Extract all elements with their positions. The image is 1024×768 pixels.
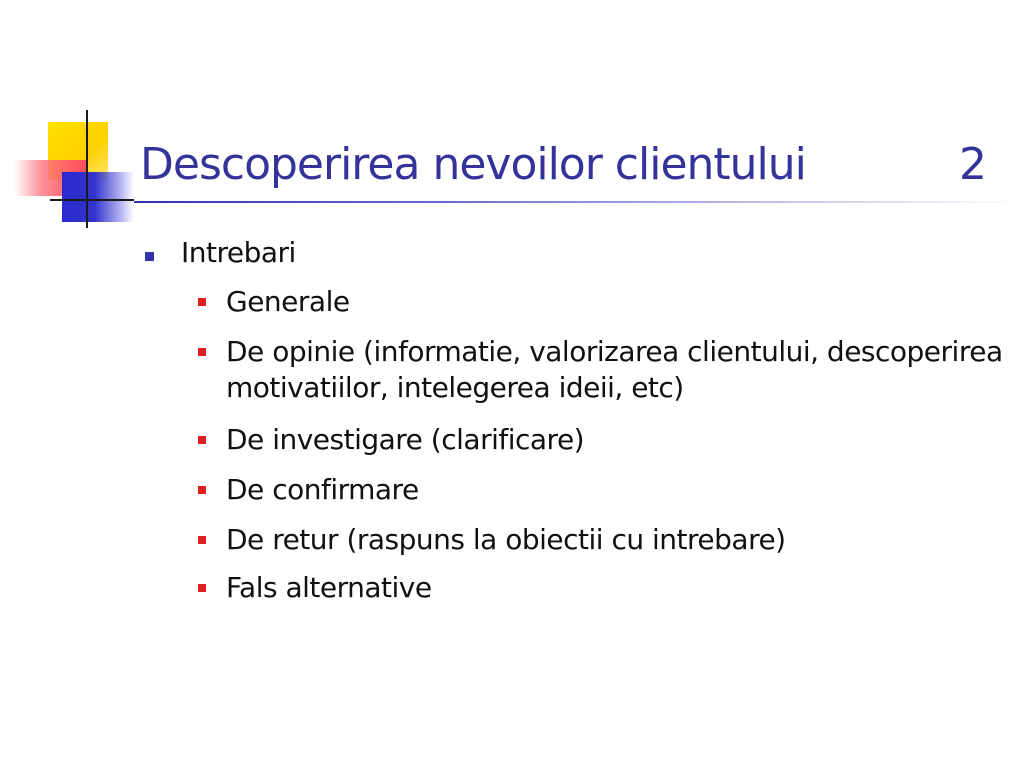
bullet-level2-icon xyxy=(198,348,206,356)
bullet-level2: Fals alternative xyxy=(226,571,432,604)
bullet-level2-icon xyxy=(198,584,206,592)
bullet-level2: De retur (raspuns la obiectii cu intrebare) xyxy=(226,523,786,556)
logo-horizontal-line xyxy=(50,199,134,201)
bullet-level2-icon xyxy=(198,486,206,494)
title-underline xyxy=(134,201,1020,203)
bullet-level2: De investigare (clarificare) xyxy=(226,423,585,456)
slide-title-text: Descoperirea nevoilor clientului xyxy=(140,138,806,190)
bullet-level2-icon xyxy=(198,536,206,544)
slide-title xyxy=(140,134,1000,194)
bullet-level2-icon xyxy=(198,298,206,306)
logo-vertical-line xyxy=(86,110,88,228)
bullet-level2-icon xyxy=(198,436,206,444)
slide-title-number: 2 xyxy=(959,138,986,190)
logo-blue-square xyxy=(62,172,134,222)
bullet-level2: Generale xyxy=(226,285,350,318)
bullet-level1: Intrebari xyxy=(181,236,296,269)
bullet-level1-icon xyxy=(145,252,154,261)
bullet-level2: De confirmare xyxy=(226,473,419,506)
bullet-level2: De opinie (informatie, valorizarea clientului, descoperirea motivatiilor, intelegerea ideii, etc) xyxy=(226,335,1003,404)
